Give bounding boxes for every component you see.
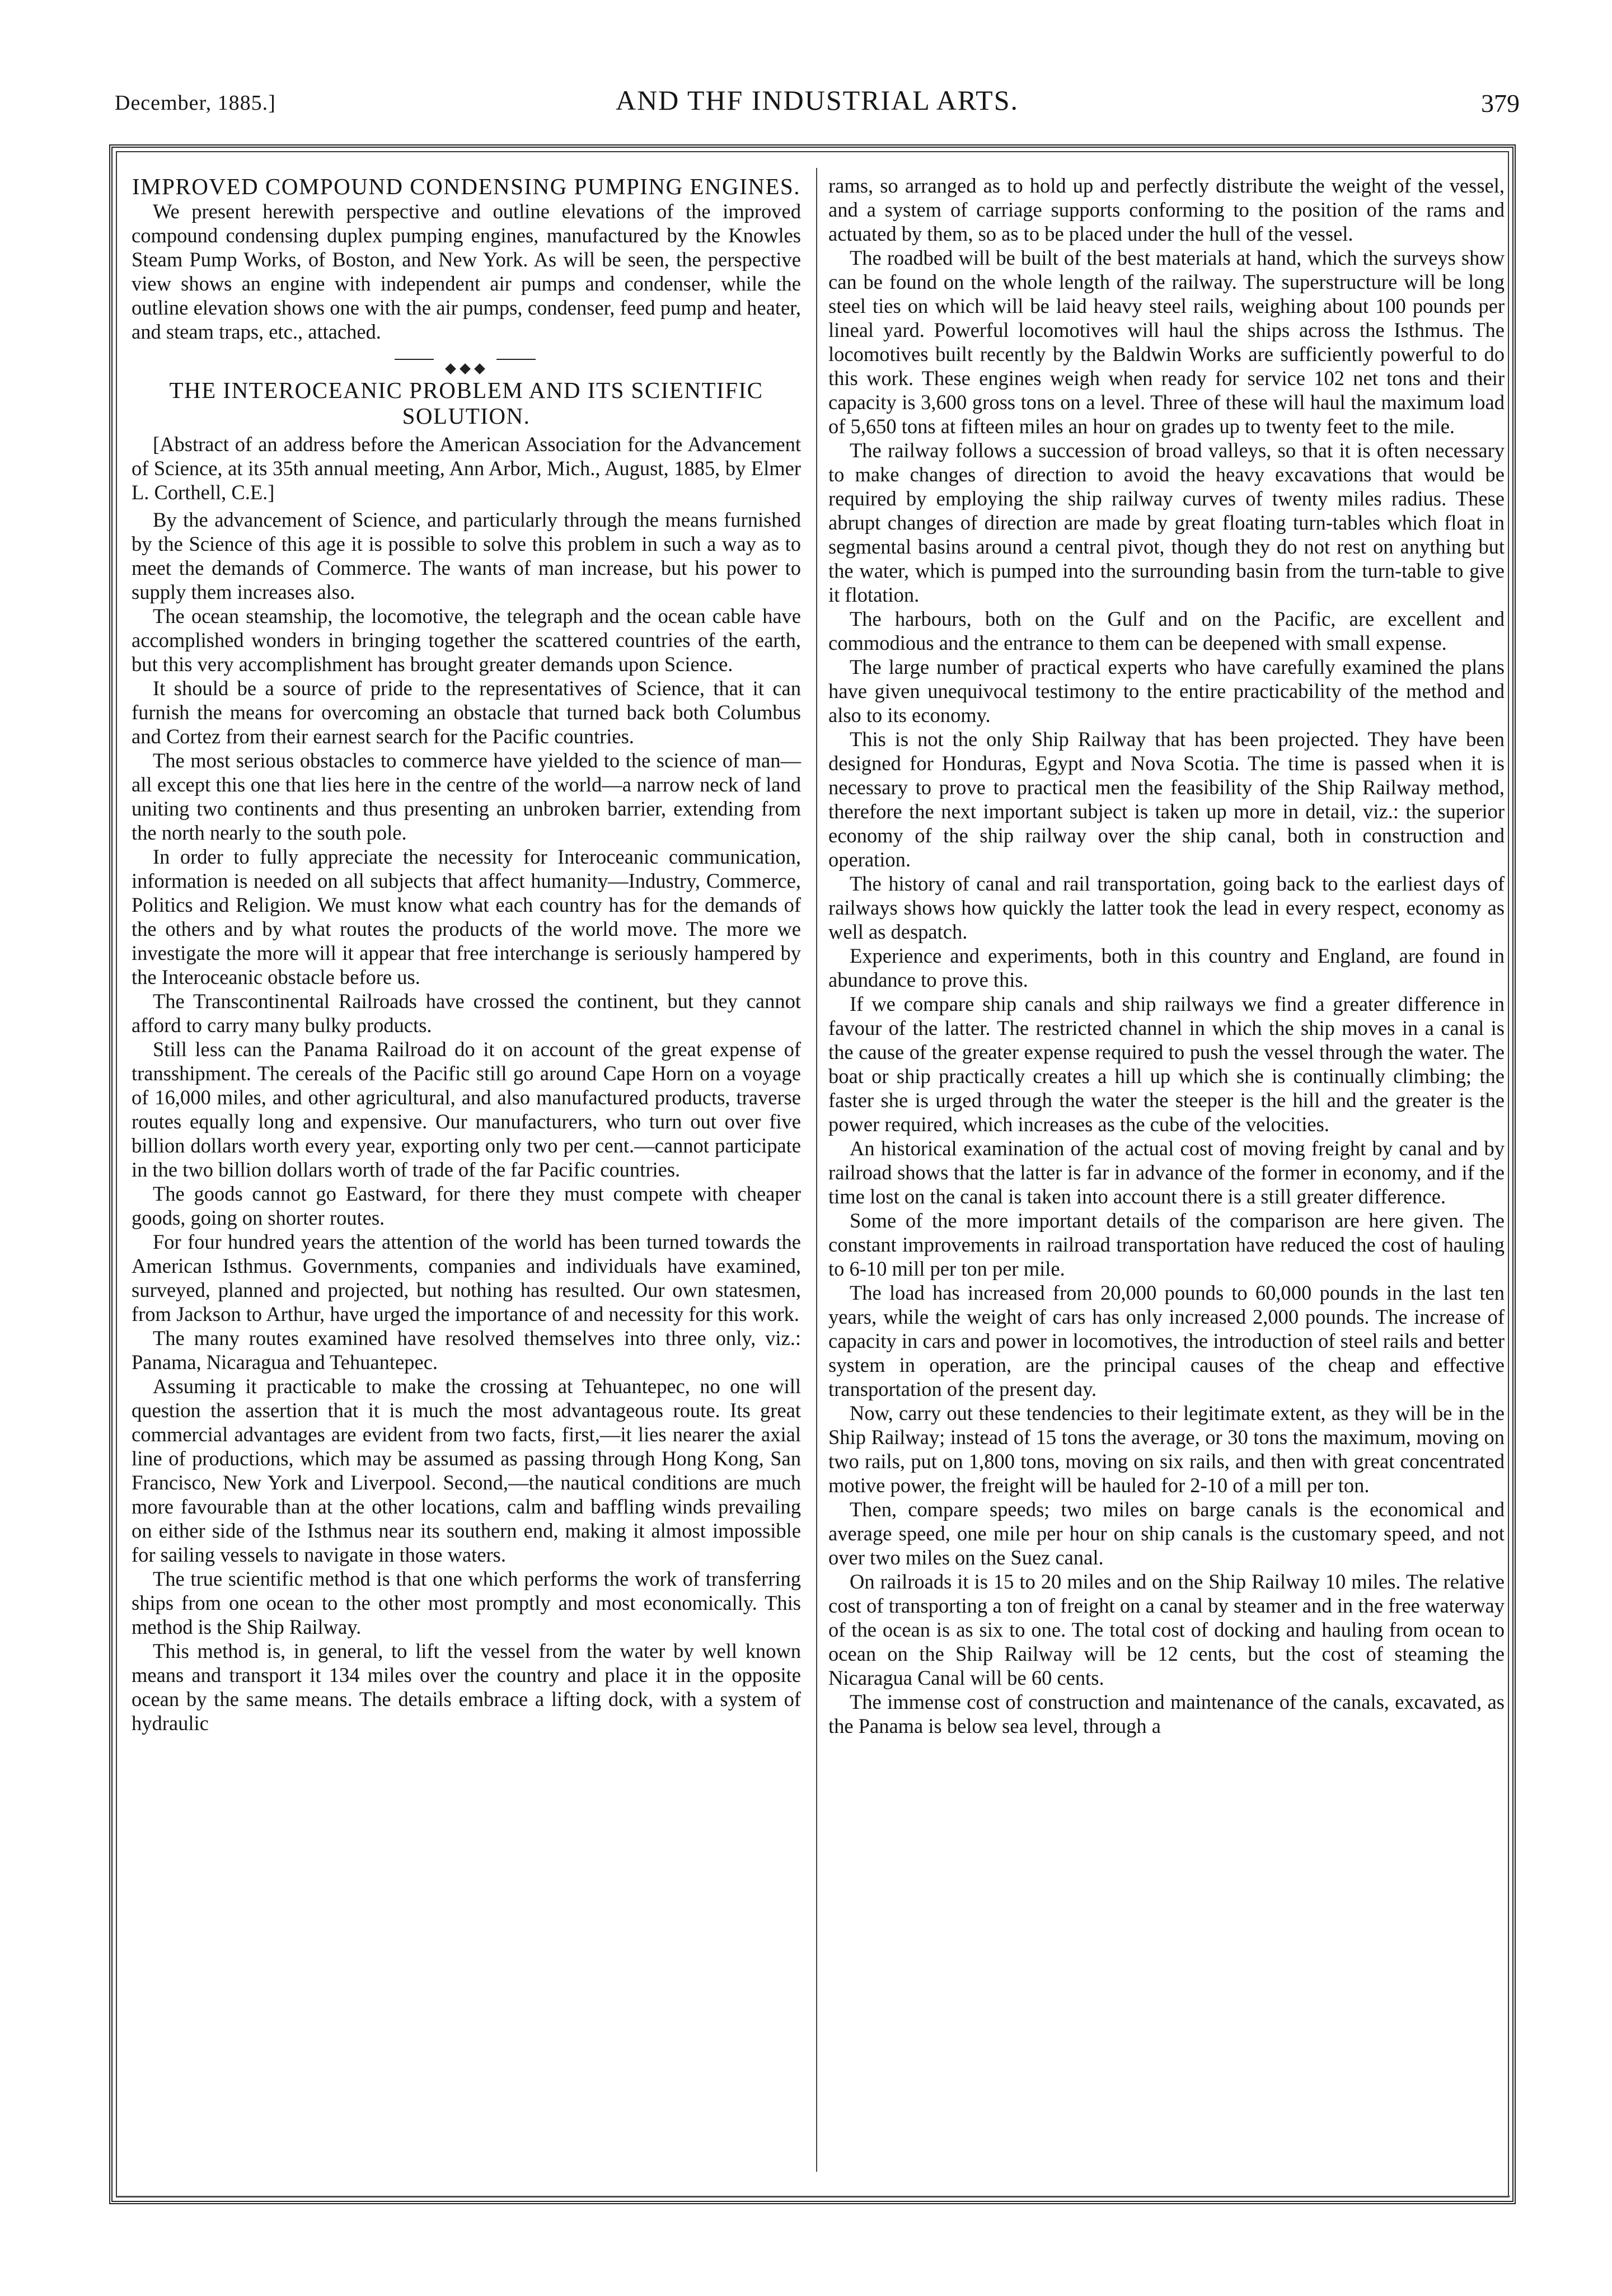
paragraph: An historical examination of the actual cost of moving freight by canal and by railroad shows that the latter is far in advance of the former in economy, and if the time lost on the canal is taken into account there is a still greater difference. <box>828 1137 1505 1208</box>
paragraph: The many routes examined have resolved themselves into three only, viz.: Panama, Nicaragua and Tehuantepec. <box>132 1327 801 1374</box>
paragraph: Now, carry out these tendencies to their legitimate extent, as they will be in the Ship Railway; instead of 15 tons the average, or 30 tons the maximum, moving on two rails, put on 1,800 tons, moving on six rails, and then with great concentrated motive power, the freight will be hauled for 2-10 of a mill per ton. <box>828 1402 1505 1497</box>
left-column <box>132 174 801 1735</box>
paragraph: This method is, in general, to lift the vessel from the water by well known means and transport it 134 miles over the country and place it in the opposite ocean by the same means. The details embrace a lifting dock, with a system of hydraulic <box>132 1639 801 1735</box>
running-head-date: December, 1885.] <box>115 91 276 115</box>
running-head-title: AND THF INDUSTRIAL ARTS. <box>615 85 1019 116</box>
paragraph: Experience and experiments, both in this country and England, are found in abundance to prove this. <box>828 944 1505 991</box>
paragraph: On railroads it is 15 to 20 miles and on the Ship Railway 10 miles. The relative cost of transporting a ton of freight on a canal by steamer and in the free waterway of the ocean is as six to one. The total cost of docking and hauling from ocean to ocean on the Ship Railway will be 12 cents, but the cost of steaming the Nicaragua Canal will be 60 cents. <box>828 1570 1505 1689</box>
paragraph: In order to fully appreciate the necessity for Interoceanic communication, information is needed on all subjects that affect humanity—Industry, Commerce, Politics and Religion. We must know what each country has for the demands of the others and by what routes the products of the world move. The more we investigate the more will it appear that free interchange is seriously hampered by the Interoceanic obstacle before us. <box>132 845 801 988</box>
paragraph: Still less can the Panama Railroad do it on account of the great expense of transshipment. The cereals of the Pacific still go around Cape Horn on a voyage of 16,000 miles, and other agricultural, and also manufactured products, traverse routes equally long and expensive. Our manufacturers, who turn out over five billion dollars worth every year, exporting only two per cent.—cannot participate in the two billion dollars worth of trade of the far Pacific countries. <box>132 1038 801 1181</box>
right-column <box>828 174 1505 1738</box>
paragraph: The roadbed will be built of the best materials at hand, which the surveys show can be found on the whole length of the railway. The superstructure will be long steel ties on which will be laid heavy steel rails, weighing about 100 pounds per lineal yard. Powerful locomotives will haul the ships across the Isthmus. The locomotives built recently by the Baldwin Works are sufficiently powerful to do this work. These engines weigh when ready for service 102 net tons and their capacity is 3,600 gross tons on a level. Three of these will haul the maximum load of 5,650 tons at fifteen miles an hour on grades up to twenty feet to the mile. <box>828 246 1505 438</box>
article2-abstract: [Abstract of an address before the American Association for the Advancement of Science, at its 35th annual meeting, Ann Arbor, Mich., August, 1885, by Elmer L. Corthell, C.E.] <box>132 433 801 504</box>
section-ornament <box>132 354 801 365</box>
paragraph: The railway follows a succession of broad valleys, so that it is often necessary to make changes of direction to avoid the heavy excavations that would be required by employing the ship railway curves of twenty miles radius. These abrupt changes of direction are made by great floating turn-tables which float in segmental basins around a central pivot, though they do not rest on anything but the water, which is pumped into the surrounding basin from the turn-table to give it flotation. <box>828 439 1505 606</box>
paragraph: The most serious obstacles to commerce have yielded to the science of man—all except this one that lies here in the centre of the world—a narrow neck of land uniting two continents and thus presenting an unbroken barrier, extending from the north nearly to the south pole. <box>132 749 801 844</box>
paragraph: Then, compare speeds; two miles on barge canals is the economical and average speed, one mile per hour on ship canals is the customary speed, and not over two miles on the Suez canal. <box>828 1498 1505 1569</box>
article1-paragraph: We present herewith perspective and outline elevations of the improved compound condensing duplex pumping engines, manufactured by the Knowles Steam Pump Works, of Boston, and New York. As will be seen, the perspective view shows an engine with independent air pumps and condenser, while the outline elevation shows one with the air pumps, condenser, feed pump and heater, and steam traps, etc., attached. <box>132 200 801 343</box>
paragraph: The load has increased from 20,000 pounds to 60,000 pounds in the last ten years, while the weight of cars has only increased 2,000 pounds. The increase of capacity in cars and power in locomotives, the introduction of steel rails and better system in operation, are the principal causes of the cheap and effective transportation of the present day. <box>828 1281 1505 1400</box>
column-divider <box>816 168 817 2172</box>
paragraph: The goods cannot go Eastward, for there they must compete with cheaper goods, going on shorter routes. <box>132 1182 801 1229</box>
paragraph: The large number of practical experts who have carefully examined the plans have given unequivocal testimony to the entire practicability of the method and also to its economy. <box>828 655 1505 727</box>
paragraph: Some of the more important details of the comparison are here given. The constant improvements in railroad transportation have reduced the cost of hauling to 6-10 mill per ton per mile. <box>828 1209 1505 1280</box>
page-number: 379 <box>1481 89 1520 118</box>
paragraph: If we compare ship canals and ship railways we find a greater difference in favour of the latter. The restricted channel in which the ship moves in a canal is the cause of the greater expense required to push the vessel through the water. The boat or ship practically creates a hill up which she is continually climbing; the faster she is urged through the water the steeper is the hill and the greater is the power required, which increases as the cube of the velocities. <box>828 992 1505 1136</box>
paragraph: The Transcontinental Railroads have crossed the continent, but they cannot afford to carry many bulky products. <box>132 990 801 1037</box>
paragraph: The true scientific method is that one which performs the work of transferring ships from one ocean to the other most promptly and most economically. This method is the Ship Railway. <box>132 1567 801 1638</box>
paragraph: Assuming it practicable to make the crossing at Tehuantepec, no one will question the assertion that it is much the most advantageous route. Its great commercial advantages are evident from two facts, first,—it lies nearer the axial line of productions, which may be assumed as passing through Hong Kong, San Francisco, New York and Liverpool. Second,—the nautical conditions are much more favourable than at the other locations, calm and baffling winds prevailing on either side of the Isthmus near its southern end, making it almost impossible for sailing vessels to navigate in those waters. <box>132 1375 801 1566</box>
paragraph: By the advancement of Science, and particularly through the means furnished by the Science of this age it is possible to solve this problem in such a way as to meet the demands of Commerce. The wants of man increase, but his power to supply them increases also. <box>132 508 801 603</box>
article2-title: THE INTEROCEANIC PROBLEM AND ITS SCIENTIFIC SOLUTION. <box>169 377 763 429</box>
paragraph: For four hundred years the attention of the world has been turned towards the American Isthmus. Governments, companies and individuals have examined, surveyed, planned and projected, but nothing has resulted. Our own statesmen, from Jackson to Arthur, have urged the importance of and necessity for this work. <box>132 1230 801 1325</box>
paragraph: The ocean steamship, the locomotive, the telegraph and the ocean cable have accomplished wonders in bringing together the scattered countries of the earth, but this very accomplishment has brought greater demands upon Science. <box>132 605 801 676</box>
bottom-rule <box>118 2196 1510 2197</box>
paragraph: This is not the only Ship Railway that has been projected. They have been designed for Honduras, Egypt and Nova Scotia. The time is passed when it is necessary to prove to practical men the feasibility of the Ship Railway method, therefore the next important subject is taken up more in detail, viz.: the superior economy of the ship railway over the ship canal, both in construction and operation. <box>828 728 1505 871</box>
paragraph: The harbours, both on the Gulf and on the Pacific, are excellent and commodious and the entrance to them can be deepened with small expense. <box>828 607 1505 654</box>
paragraph: The history of canal and rail transportation, going back to the earliest days of railways shows how quickly the latter took the lead in every respect, economy as well as despatch. <box>828 872 1505 943</box>
paragraph: The immense cost of construction and maintenance of the canals, excavated, as the Panama is below sea level, through a <box>828 1690 1505 1737</box>
paragraph: It should be a source of pride to the representatives of Science, that it can furnish the means for overcoming an obstacle that turned back both Columbus and Cortez from their earnest search for the Pacific countries. <box>132 677 801 748</box>
paragraph-continued: rams, so arranged as to hold up and perfectly distribute the weight of the vessel, and a system of carriage supports conforming to the position of the rams and actuated by them, so as to be placed under the hull of the vessel. <box>828 174 1505 245</box>
running-head <box>115 84 1520 123</box>
article1-title: IMPROVED COMPOUND CONDENSING PUMPING ENGINES. <box>132 174 800 199</box>
